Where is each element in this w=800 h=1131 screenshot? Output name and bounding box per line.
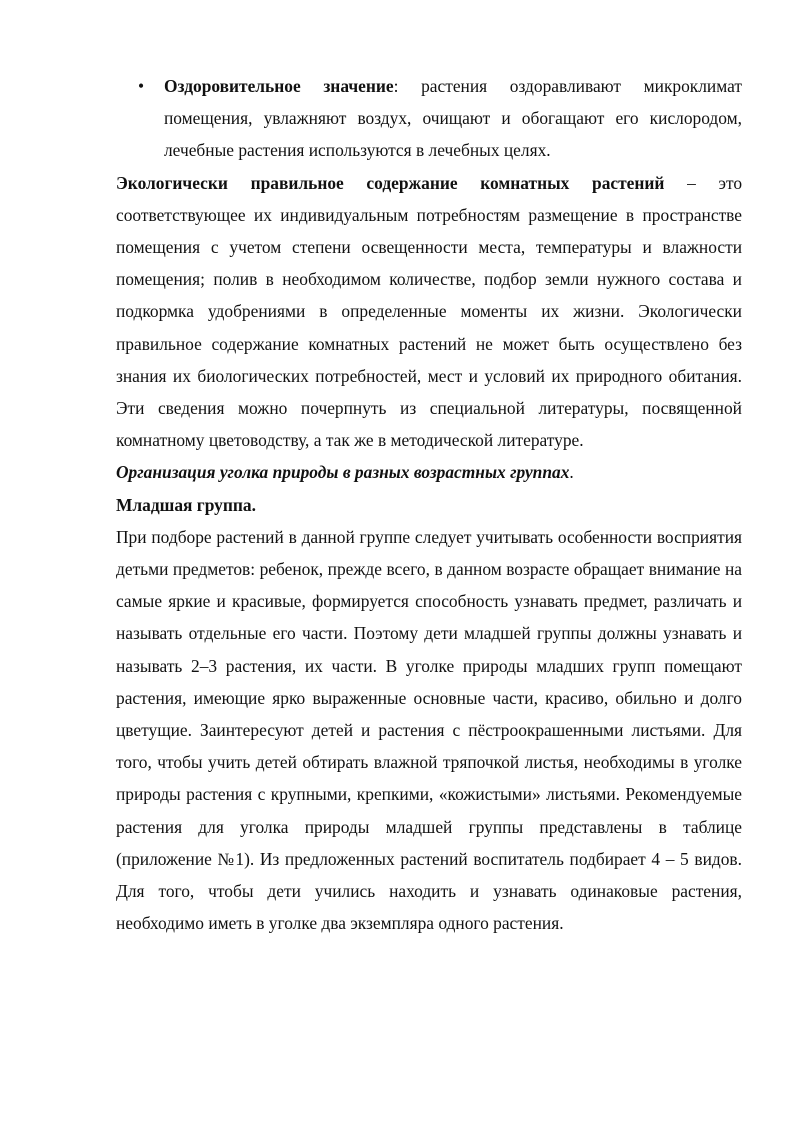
section-heading bbox=[116, 456, 742, 488]
section-heading-suffix: . bbox=[569, 462, 574, 483]
ecology-text: – это соответствующее их индивидуальным потребностям размещение в пространстве помещения с учетом степени освещенности места, температуры и влажности помещения; полив в необходимом количестве, подбор земли нужного состава и подкормка удобрениями в определенные моменты их жизни. Экологически правильное содержание комнатных растений не может быть осуществлено без знания их биологических потребностей, мест и условий их природного обитания. Эти сведения можно почерпнуть из специальной литературы, посвященной комнатному цветоводству, а так же в методической литературе. bbox=[116, 172, 743, 451]
bullet-marker: • bbox=[138, 76, 145, 96]
ecology-term: Экологически правильное содержание комнатных растений bbox=[116, 172, 665, 193]
bullet-term: Оздоровительное значение bbox=[164, 76, 394, 96]
subheading bbox=[116, 489, 742, 521]
subheading-text: Младшая группа. bbox=[116, 494, 256, 515]
body-paragraph: При подборе растений в данной группе следует учитывать особенности восприятия детьми предметов: ребенок, прежде всего, в данном возрасте обращает внимание на самые яркие и красивые, формируется способность узнавать предмет, различать и называть отдельные его части. Поэтому дети младшей группы должны узнавать и называть 2–3 растения, их части. В уголке природы младших групп помещают растения, имеющие ярко выраженные основные части, красиво, обильно и долго цветущие. Заинтересуют детей и растения с пёстроокрашенными листьями. Для того, чтобы учить детей обтирать влажной тряпочкой листья, необходимы в уголке природы растения с крупными, крепкими, «кожистыми» листьями. Рекомендуемые растения для уголка природы младшей группы представлены в таблице (приложение №1). Из предложенных растений воспитатель подбирает 4 – 5 видов. Для того, чтобы дети учились находить и узнавать одинаковые растения, необходимо иметь в уголке два экземпляра одного растения. bbox=[116, 526, 742, 934]
bullet-item-health bbox=[116, 70, 742, 167]
document-page bbox=[116, 70, 742, 939]
ecology-paragraph bbox=[116, 167, 742, 457]
section-heading-text: Организация уголка природы в разных возрастных группах bbox=[116, 462, 570, 483]
bullet-text: : растения оздоравливают микроклимат помещения, увлажняют воздух, очищают и обогащают его кислородом, лечебные растения используются в лечебных целях. bbox=[164, 76, 742, 161]
